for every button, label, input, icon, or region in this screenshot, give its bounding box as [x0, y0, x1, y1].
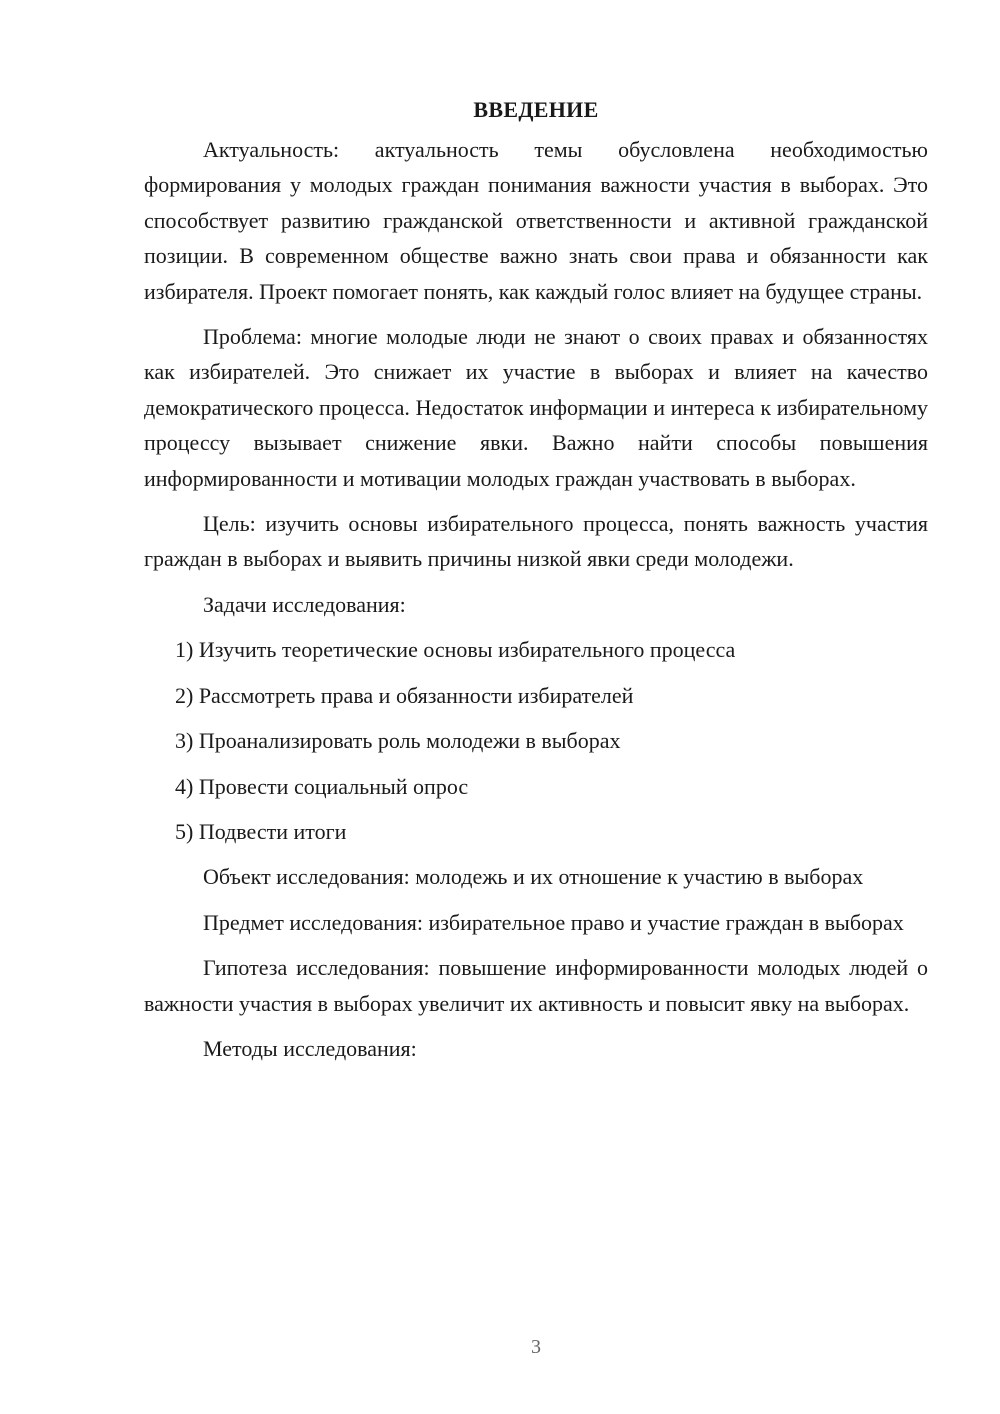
object-paragraph: Объект исследования: молодежь и их отношение к участию в выборах [203, 864, 864, 890]
document-page [144, 92, 928, 1076]
goal-paragraph: Цель: изучить основы избирательного процесса, понять важность участия граждан в выборах и выявить причины низкой явки среди молодежи. [144, 511, 928, 572]
document-title: ВВЕДЕНИЕ [473, 97, 599, 122]
problem-paragraph: Проблема: многие молодые люди не знают о своих правах и обязанностях как избирателей. Это снижает их участие в выборах и влияет на качество демократического процесса. Недостаток информации и интереса к избирательному процессу вызывает снижение явки. Важно найти способы повышения информированности и мотивации молодых граждан участвовать в выборах. [144, 324, 928, 491]
list-item: 5) Подвести итоги [175, 818, 347, 844]
list-item: 1) Изучить теоретические основы избирательного процесса [175, 637, 736, 663]
page-number: 3 [531, 1336, 541, 1358]
list-item: 3) Проанализировать роль молодежи в выборах [175, 728, 621, 754]
methods-heading: Методы исследования: [203, 1035, 417, 1061]
tasks-heading: Задачи исследования: [203, 591, 406, 617]
subject-paragraph: Предмет исследования: избирательное право и участие граждан в выборах [203, 909, 904, 935]
relevance-paragraph: Актуальность: актуальность темы обусловлена необходимостью формирования у молодых граждан понимания важности участия в выборах. Это способствует развитию гражданской ответственности и активной гражданской позиции. В современном обществе важно знать свои права и обязанности как избирателя. Проект помогает понять, как каждый голос влияет на будущее страны. [144, 137, 928, 304]
tasks-list [144, 632, 928, 849]
list-item: 4) Провести социальный опрос [175, 773, 469, 799]
list-item: 2) Рассмотреть права и обязанности избирателей [175, 682, 634, 708]
hypothesis-paragraph: Гипотеза исследования: повышение информированности молодых людей о важности участия в выборах увеличит их активность и повысит явку на выборах. [144, 955, 928, 1016]
